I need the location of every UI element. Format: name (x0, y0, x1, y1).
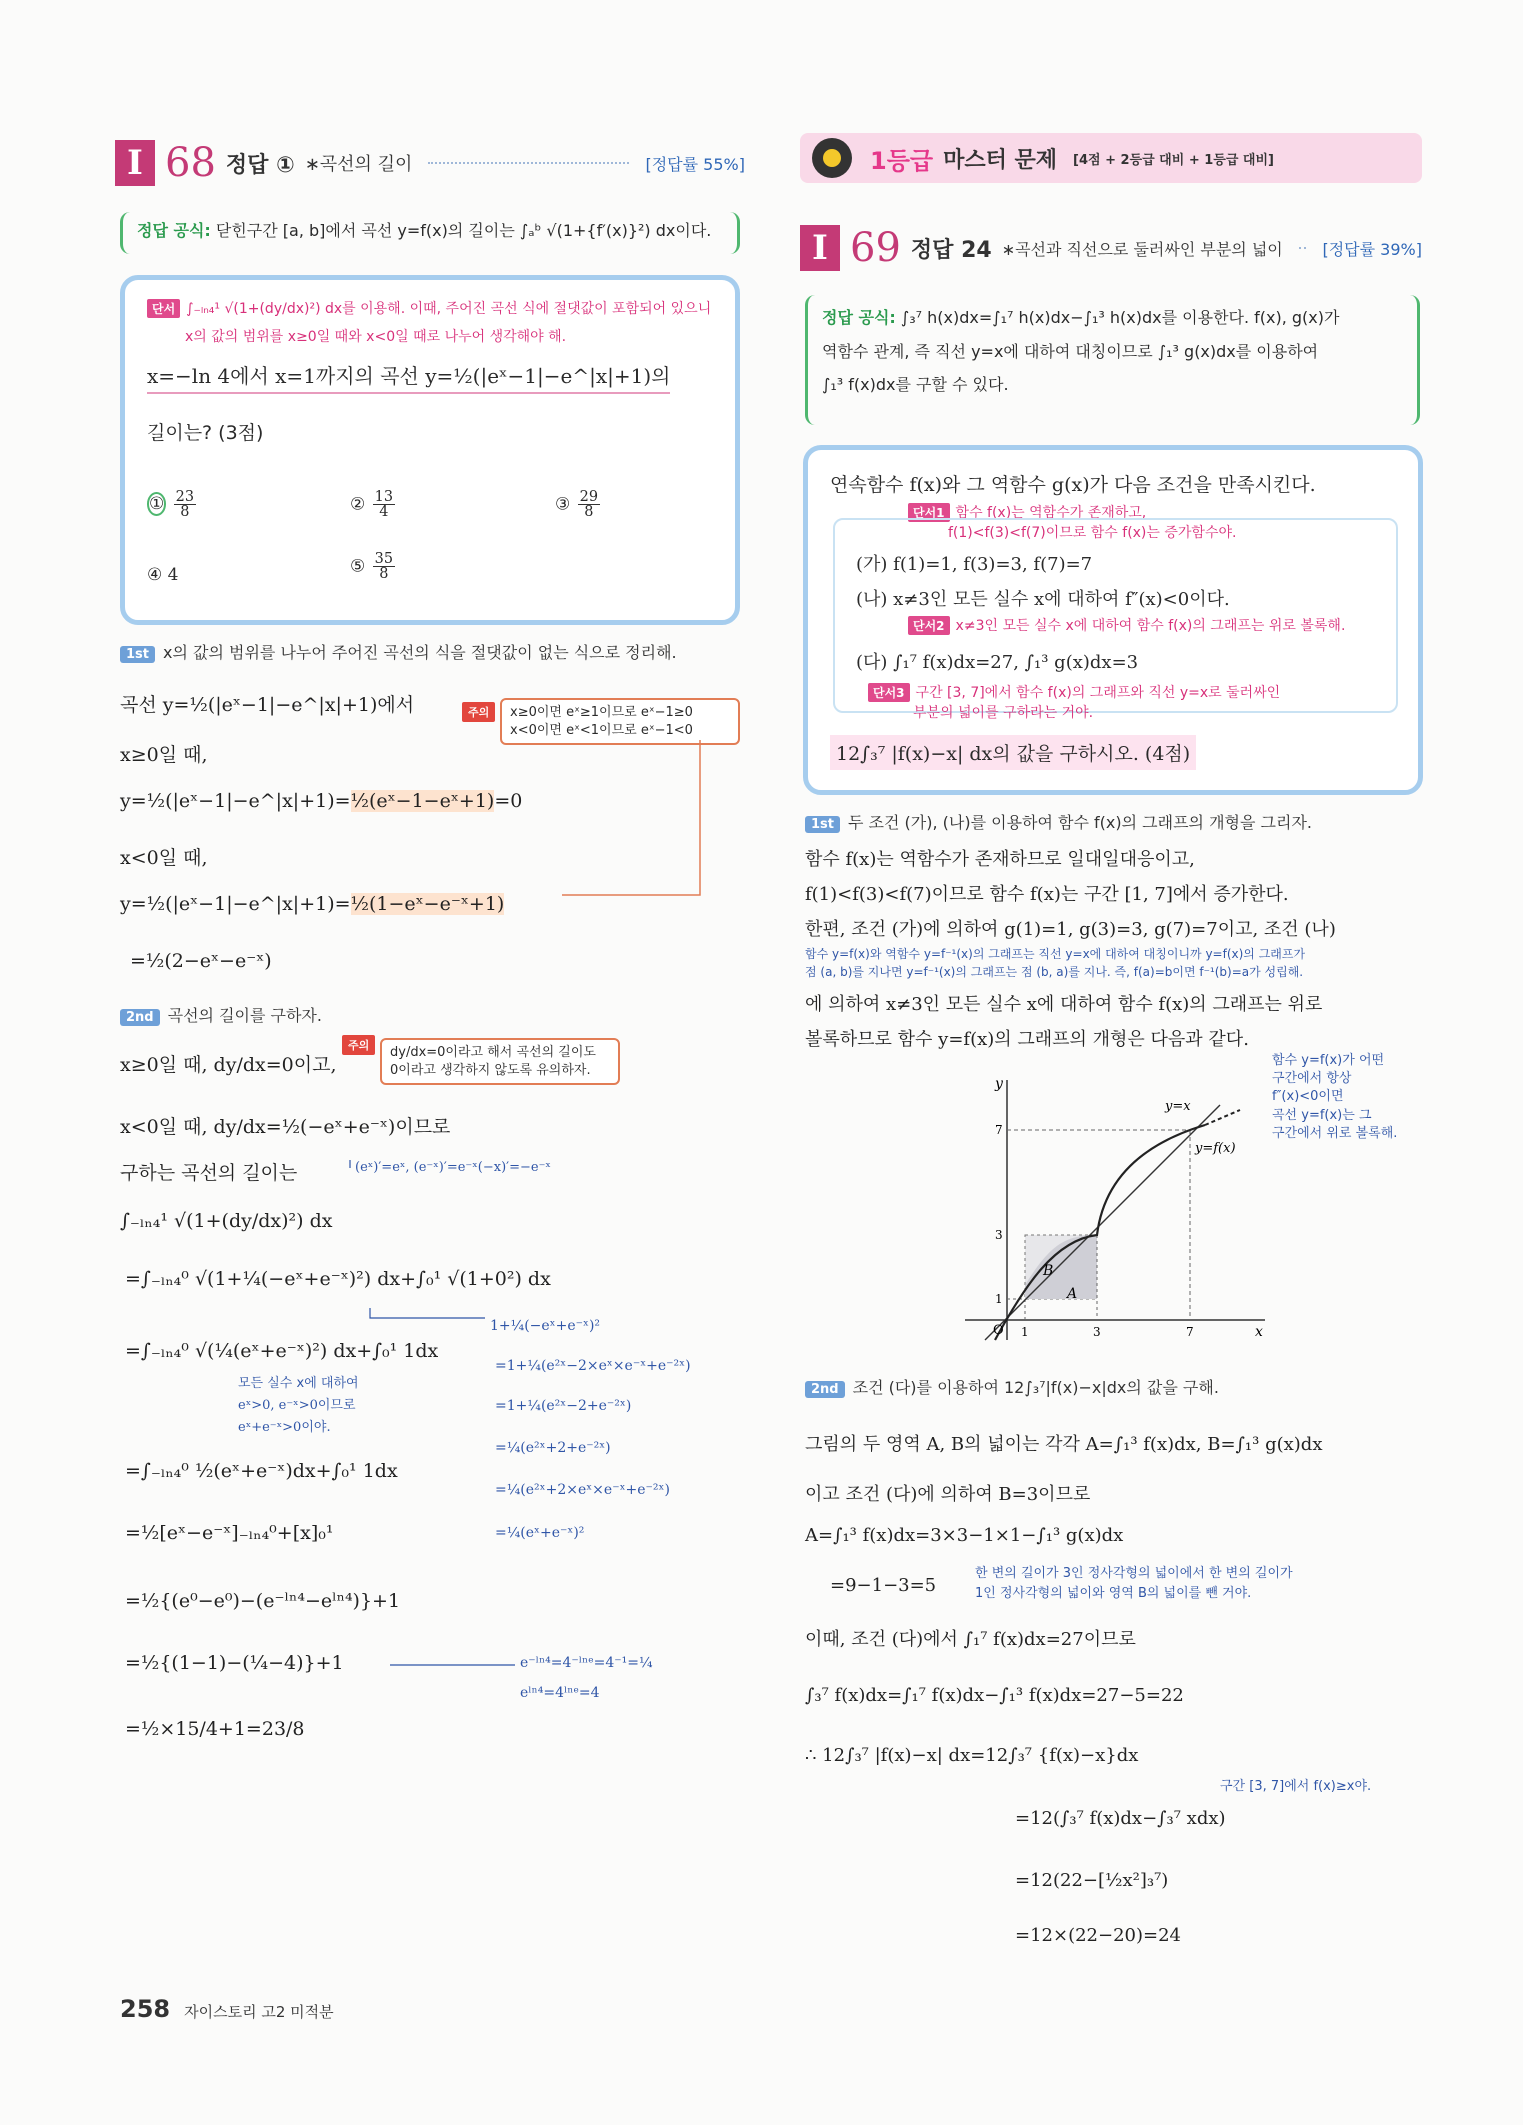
condition-b: (나) x≠3인 모든 실수 x에 대하여 f″(x)<0이다. (856, 589, 1230, 610)
warning-2-line-b: 0이라고 생각하지 않도록 유의하자. (390, 1062, 591, 1078)
note-positive-c: eˣ+e⁻ˣ>0이야. (238, 1420, 331, 1435)
choice-5-number: ⑤ (350, 556, 366, 577)
choice-5-denominator: 8 (379, 566, 389, 583)
eq-l11: =∫₋ₗₙ₄⁰ √(1+¼(−eˣ+e⁻ˣ)²) dx+∫₀¹ √(1+0²) dx (125, 1268, 551, 1290)
master-problem-banner (800, 133, 1422, 183)
s-note-2: 1인 정사각형의 넓이와 영역 B의 넓이를 뺀 거야. (975, 1586, 1252, 1601)
page-footer (120, 1995, 334, 2023)
hint-1-tag: 단서1 (908, 503, 950, 522)
hint-2 (908, 615, 1345, 635)
eq-l1: 곡선 y=½(|eˣ−1|−e^|x|+1)에서 (120, 694, 415, 716)
curve-fx-ext (1205, 1110, 1240, 1125)
problem-number: 69 (850, 225, 901, 271)
graph-note (1272, 1052, 1397, 1143)
function-graph (955, 1070, 1275, 1350)
note-16a: e⁻ˡⁿ⁴=4⁻ˡⁿᵉ=4⁻¹=¼ (520, 1655, 653, 1671)
note-16b: eˡⁿ⁴=4ˡⁿᵉ=4 (520, 1685, 600, 1701)
graph-note-2: 구간에서 항상 (1272, 1071, 1352, 1087)
formula-text: 닫힌구간 [a, b]에서 곡선 y=f(x)의 길이는 ∫ₐᵇ √(1+{f′(x)}²) dx이다. (215, 221, 712, 240)
s-line-8: =12(∫₃⁷ f(x)dx−∫₃⁷ xdx) (1015, 1808, 1226, 1829)
eq-l5-a: y=½(|eˣ−1|−e^|x|+1)= (120, 893, 351, 915)
page-number: 258 (120, 1995, 171, 2023)
note-12d: =¼(e²ˣ+2+e⁻²ˣ) (495, 1440, 611, 1456)
ytick-1: 1 (995, 1292, 1003, 1306)
condition-a: (가) f(1)=1, f(3)=3, f(7)=7 (856, 554, 1093, 575)
hint-text: ∫₋ₗₙ₄¹ √(1+(dy/dx)²) dx를 이용해. 이때, 주어진 곡선 식에 절댓값이 포함되어 있으니 (186, 301, 712, 317)
eq-l7: x≥0일 때, dy/dx=0이고, (120, 1054, 337, 1076)
warning-1-line-b: x<0이면 eˣ<1이므로 eˣ−1<0 (510, 722, 693, 738)
label-region-b: B (1043, 1263, 1054, 1279)
r-line-2: f(1)<f(3)<f(7)이므로 함수 f(x)는 구간 [1, 7]에서 증가한다. (805, 884, 1289, 905)
choice-1-numerator: 23 (175, 489, 195, 505)
formula-line-2: 역함수 관계, 즉 직선 y=x에 대하여 대칭이므로 ∫₁³ g(x)dx를 이용하여 (822, 341, 1319, 361)
choice-4-value: 4 (167, 565, 179, 585)
book-title: 자이스토리 고2 미적분 (184, 2003, 334, 2021)
accuracy-rate: [정답률 55%] (645, 154, 745, 174)
topic: ∗곡선과 직선으로 둘러싸인 부분의 넓이 (1001, 239, 1283, 259)
hint-2-text: x≠3인 모든 실수 x에 대하여 함수 f(x)의 그래프는 위로 볼록해. (955, 618, 1346, 634)
bomb-icon (812, 138, 852, 178)
eq-l12: =∫₋ₗₙ₄⁰ √(¼(eˣ+e⁻ˣ)²) dx+∫₀¹ 1dx (125, 1340, 439, 1362)
xtick-3: 3 (1093, 1325, 1101, 1339)
xtick-7: 7 (1186, 1325, 1194, 1339)
eq-l10: ∫₋ₗₙ₄¹ √(1+(dy/dx)²) dx (120, 1210, 333, 1232)
r-line-1: 함수 f(x)는 역함수가 존재하므로 일대일대응이고, (805, 849, 1195, 870)
note-positive-a: 모든 실수 x에 대하여 (238, 1376, 359, 1391)
eq-l3-b: ½(eˣ−1−eˣ+1) (350, 790, 495, 812)
ytick-7: 7 (995, 1123, 1003, 1137)
hint-3-b: 부분의 넓이를 구하라는 거야. (913, 705, 1094, 721)
question-line-1: x=−ln 4에서 x=1까지의 곡선 y=½(|eˣ−1|−e^|x|+1)의 (147, 360, 670, 394)
choice-3-number: ③ (555, 494, 571, 515)
hint-3-text-a: 구간 [3, 7]에서 함수 f(x)의 그래프와 직선 y=x로 둘러싸인 (915, 685, 1281, 701)
problem-69-header (800, 225, 1422, 271)
answer-label: 정답 ① (225, 152, 295, 178)
warning-tag-1: 주의 (462, 702, 495, 722)
label-origin: O (993, 1323, 1004, 1338)
curve-fx (995, 1125, 1205, 1340)
s-line-10: =12×(22−20)=24 (1015, 1925, 1181, 1946)
label-x: x (1255, 1324, 1263, 1340)
banner-level: 1등급 (870, 146, 934, 175)
eq-l15: =½{(e⁰−e⁰)−(e⁻ˡⁿ⁴−eˡⁿ⁴)}+1 (125, 1590, 401, 1612)
eq-l8: x<0일 때, dy/dx=½(−eˣ+e⁻ˣ)이므로 (120, 1116, 451, 1138)
unit-badge: I (800, 225, 840, 271)
r-note-1: 함수 y=f(x)와 역함수 y=f⁻¹(x)의 그래프는 직선 y=x에 대하여 대칭이니까 y=f(x)의 그래프가 (805, 947, 1306, 961)
r-note-2: 점 (a, b)를 지나면 y=f⁻¹(x)의 그래프는 점 (b, a)를 지나. 즉, f(a)=b이면 f⁻¹(b)=a가 성립해. (805, 965, 1304, 979)
eq-l2: x≥0일 때, (120, 744, 208, 766)
step-1-tag: 1st (805, 816, 840, 833)
unit-badge: I (115, 140, 155, 186)
eq-l14: =½[eˣ−e⁻ˣ]₋ₗₙ₄⁰+[x]₀¹ (125, 1522, 334, 1544)
eq-l17: =½×15/4+1=23/8 (125, 1718, 305, 1740)
formula-box-69 (805, 295, 1420, 425)
note-12a: 1+¼(−eˣ+e⁻ˣ)² (490, 1318, 601, 1334)
note-12b: =1+¼(e²ˣ−2×eˣ×e⁻ˣ+e⁻²ˣ) (495, 1358, 691, 1374)
line-y-equals-x (985, 1105, 1220, 1340)
question-final: 12∫₃⁷ |f(x)−x| dx의 값을 구하시오. (4점) (830, 735, 1196, 770)
eq-l13: =∫₋ₗₙ₄⁰ ½(eˣ+e⁻ˣ)dx+∫₀¹ 1dx (125, 1460, 398, 1482)
label-fx: y=f(x) (1195, 1141, 1236, 1156)
choice-5-numerator: 35 (374, 551, 394, 567)
note-derivative: (eˣ)′=eˣ, (e⁻ˣ)′=e⁻ˣ(−x)′=−e⁻ˣ (355, 1160, 551, 1175)
condition-c: (다) ∫₁⁷ f(x)dx=27, ∫₁³ g(x)dx=3 (856, 652, 1139, 673)
s-line-2: 이고 조건 (다)에 의하여 B=3이므로 (805, 1484, 1091, 1505)
hint-2-tag: 단서2 (908, 616, 950, 635)
s-line-6: ∫₃⁷ f(x)dx=∫₁⁷ f(x)dx−∫₁³ f(x)dx=27−5=22 (805, 1685, 1184, 1706)
formula-line-3: ∫₁³ f(x)dx를 구할 수 있다. (822, 375, 1009, 395)
label-yx: y=x (1165, 1099, 1191, 1114)
note-12e: =¼(e²ˣ+2×eˣ×e⁻ˣ+e⁻²ˣ) (495, 1482, 670, 1498)
accuracy-rate: [정답률 39%] (1322, 239, 1422, 259)
step-1-69 (805, 810, 1312, 833)
step-2-69 (805, 1375, 1219, 1398)
r-line-5: 볼록하므로 함수 y=f(x)의 그래프의 개형은 다음과 같다. (805, 1029, 1249, 1050)
choice-2-denominator: 4 (379, 504, 389, 521)
r-line-4: 에 의하여 x≠3인 모든 실수 x에 대하여 함수 f(x)의 그래프는 위로 (805, 994, 1323, 1015)
s-line-7: ∴ 12∫₃⁷ |f(x)−x| dx=12∫₃⁷ {f(x)−x}dx (805, 1745, 1139, 1766)
hint-line-2: x의 값의 범위를 x≥0일 때와 x<0일 때로 나누어 생각해야 해. (185, 329, 567, 345)
xtick-1: 1 (1021, 1325, 1029, 1339)
question-intro: 연속함수 f(x)와 그 역함수 g(x)가 다음 조건을 만족시킨다. (830, 474, 1316, 496)
banner-title: 마스터 문제 (943, 147, 1057, 173)
eq-l16: =½{(1−1)−(¼−4)}+1 (125, 1652, 344, 1674)
eq-l4: x<0일 때, (120, 847, 208, 869)
eq-l5-b: ½(1−eˣ−e⁻ˣ+1) (350, 893, 505, 915)
step-2-tag: 2nd (120, 1009, 160, 1026)
warning-1-line-a: x≥0이면 eˣ≥1이므로 eˣ−1≥0 (510, 705, 693, 720)
graph-note-4: 곡선 y=f(x)는 그 (1272, 1107, 1372, 1123)
hint-3 (868, 682, 1280, 702)
label-y: y (995, 1076, 1003, 1092)
hint-3-tag: 단서3 (868, 683, 910, 702)
choice-2-number: ② (350, 494, 366, 515)
choice-3-denominator: 8 (584, 504, 594, 521)
problem-number: 68 (165, 140, 216, 186)
warning-2-line-a: dy/dx=0이라고 해서 곡선의 길이도 (390, 1045, 596, 1060)
ytick-3: 3 (995, 1228, 1003, 1242)
hint-1-text-a: 함수 f(x)는 역함수가 존재하고, (955, 505, 1147, 521)
s-note-7: 구간 [3, 7]에서 f(x)≥x야. (1220, 1779, 1372, 1794)
eq-l3-a: y=½(|eˣ−1|−e^|x|+1)= (120, 790, 351, 812)
s-note-1: 한 변의 길이가 3인 정사각형의 넓이에서 한 변의 길이가 (975, 1566, 1293, 1581)
r-line-3: 한편, 조건 (가)에 의하여 g(1)=1, g(3)=3, g(7)=7이고, 조건 (나) (805, 919, 1336, 940)
choice-3-numerator: 29 (579, 489, 599, 505)
question-69-box (803, 445, 1423, 795)
choice-1-denominator: 8 (180, 504, 190, 521)
answer-label: 정답 24 (910, 237, 992, 263)
divider (1299, 247, 1307, 249)
eq-l9: 구하는 곡선의 길이는 (120, 1162, 298, 1184)
choice-4-number: ④ (147, 565, 163, 585)
step-2-text: 곡선의 길이를 구하자. (167, 1006, 322, 1025)
eq-l3-c: =0 (494, 790, 523, 812)
s-line-4: =9−1−3=5 (830, 1575, 937, 1596)
step-2-tag: 2nd (805, 1381, 845, 1398)
choice-1-number: ① (149, 494, 165, 515)
choice-2-numerator: 13 (374, 489, 394, 505)
topic: ∗곡선의 길이 (304, 154, 413, 175)
step-2-text: 조건 (다)를 이용하여 12∫₃⁷|f(x)−x|dx의 값을 구해. (852, 1378, 1219, 1397)
s-line-1: 그림의 두 영역 A, B의 넓이는 각각 A=∫₁³ f(x)dx, B=∫₁³ g(x)dx (805, 1434, 1323, 1455)
step-1-text: x의 값의 범위를 나누어 주어진 곡선의 식을 절댓값이 없는 식으로 정리해. (163, 643, 677, 662)
formula-line-1: ∫₃⁷ h(x)dx=∫₁⁷ h(x)dx−∫₁³ h(x)dx를 이용한다. f(x), g(x)가 (900, 308, 1340, 327)
s-line-3: A=∫₁³ f(x)dx=3×3−1×1−∫₁³ g(x)dx (805, 1525, 1124, 1546)
step-1-tag: 1st (120, 646, 155, 663)
note-12f: =¼(eˣ+e⁻ˣ)² (495, 1525, 585, 1541)
graph-note-3: f″(x)<0이면 (1272, 1089, 1344, 1105)
formula-label: 정답 공식: (137, 221, 211, 240)
hint-tag: 단서 (147, 299, 180, 318)
banner-subtitle: [4점 + 2등급 대비 + 1등급 대비] (1073, 152, 1274, 168)
s-line-9: =12(22−[½x²]₃⁷) (1015, 1870, 1169, 1891)
s-line-5: 이때, 조건 (다)에서 ∫₁⁷ f(x)dx=27이므로 (805, 1629, 1136, 1650)
question-line-2: 길이는? (3점) (147, 422, 264, 444)
step-1-text: 두 조건 (가), (나)를 이용하여 함수 f(x)의 그래프의 개형을 그리자. (848, 813, 1312, 832)
note-12c: =1+¼(e²ˣ−2+e⁻²ˣ) (495, 1398, 632, 1414)
eq-l6: =½(2−eˣ−e⁻ˣ) (130, 950, 272, 972)
warning-tag-2: 주의 (342, 1035, 375, 1055)
note-positive-b: eˣ>0, e⁻ˣ>0이므로 (238, 1398, 356, 1413)
graph-note-1: 함수 y=f(x)가 어떤 (1272, 1053, 1385, 1068)
formula-label: 정답 공식: (822, 308, 896, 327)
graph-note-5: 구간에서 위로 볼록해. (1272, 1125, 1398, 1141)
label-region-a: A (1067, 1286, 1078, 1302)
hint-1-b: f(1)<f(3)<f(7)이므로 함수 f(x)는 증가함수야. (948, 525, 1237, 541)
